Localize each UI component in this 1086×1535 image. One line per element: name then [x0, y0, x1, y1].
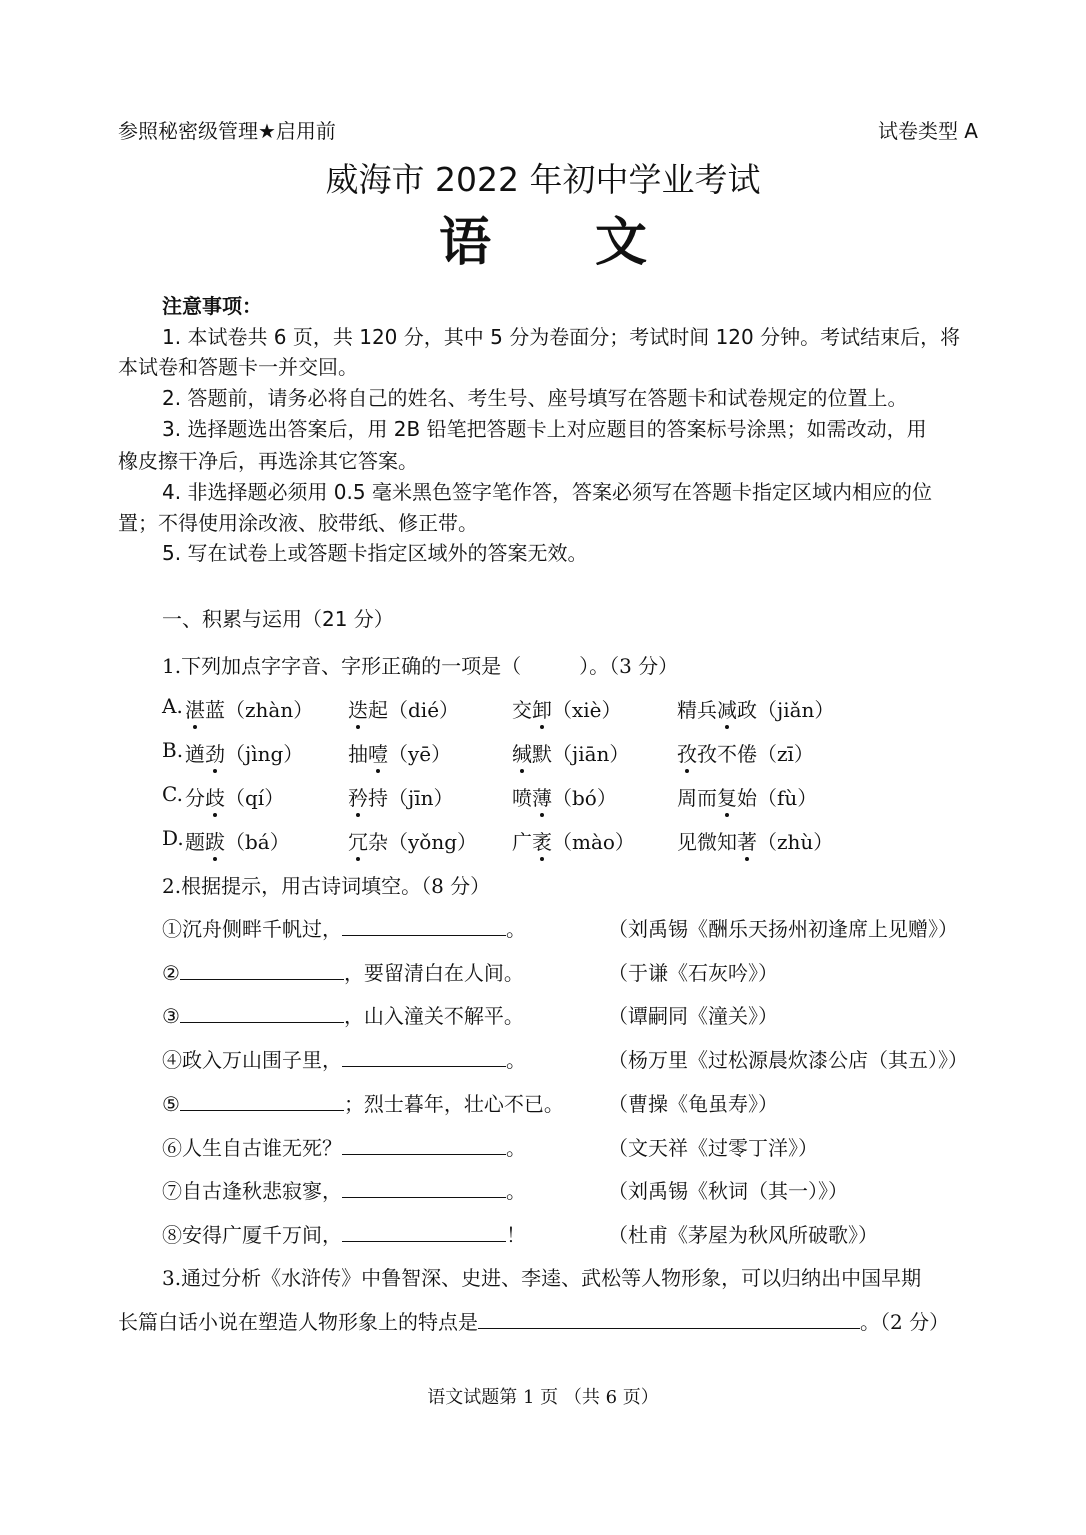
poem-source: （刘禹锡《酬乐天扬州初逢席上见赠》）: [608, 917, 958, 941]
paper-type-label: 试卷类型 A: [877, 119, 978, 143]
answer-blank: [342, 1178, 506, 1198]
poem-after: 。: [506, 1135, 526, 1160]
pinyin: （fù）: [757, 786, 818, 810]
poem-before: ②: [162, 960, 180, 985]
poem-source: （文天祥《过零丁洋》）: [608, 1135, 818, 1160]
poem-fill-line: [162, 913, 526, 942]
poem-before: ①沉舟侧畔千帆过，: [162, 917, 342, 941]
answer-blank: [478, 1309, 860, 1329]
option-word: [512, 694, 622, 723]
poem-source: （谭嗣同《潼关》）: [608, 1004, 778, 1029]
question-3-after: 。（2 分）: [860, 1310, 950, 1334]
word-prefix: 见微知: [677, 830, 737, 854]
poem-fill-line: [162, 1175, 526, 1204]
pinyin: （zī）: [757, 742, 814, 766]
poem-after: 。: [506, 917, 526, 941]
pinyin: （zhù）: [757, 830, 834, 854]
answer-blank: [180, 1003, 344, 1023]
word-suffix: 孜不倦: [697, 742, 757, 766]
pinyin: （xiè）: [552, 698, 622, 722]
poem-after: ，要留清白在人间。: [343, 960, 524, 985]
word-suffix: 杂: [368, 830, 388, 854]
answer-blank: [180, 1091, 344, 1111]
dotted-char: 歧: [205, 782, 225, 811]
word-prefix: 分: [185, 786, 205, 810]
pinyin: （jiān）: [552, 742, 630, 766]
option-word: [185, 694, 313, 723]
dotted-char: 卸: [532, 694, 552, 723]
poem-before: ⑤: [162, 1091, 180, 1116]
answer-blank: [342, 916, 506, 936]
option-word: [348, 738, 451, 767]
question-1-stem-after: ）。（3 分）: [579, 654, 679, 678]
poem-source: （杜甫《茅屋为秋风所破歌》）: [608, 1222, 878, 1247]
option-label: C.: [162, 782, 183, 806]
poem-source: （杨万里《过松源晨炊漆公店（其五）》）: [608, 1048, 968, 1073]
question-3-line1: 3.通过分析《水浒传》中鲁智深、史进、李逵、武松等人物形象，可以归纳出中国早期: [162, 1266, 922, 1290]
word-prefix: 题: [185, 830, 205, 854]
answer-blank: [180, 960, 344, 980]
option-word: [185, 738, 303, 767]
note-line: 1. 本试卷共 6 页，共 120 分，其中 5 分为卷面分；考试时间 120 分钟。考试结束后，将: [162, 325, 961, 349]
poem-after: ！: [506, 1222, 526, 1247]
dotted-char: 噎: [368, 738, 388, 767]
dotted-char: 缄: [512, 738, 532, 767]
option-label: B.: [162, 738, 184, 762]
pinyin: （jiǎn）: [757, 698, 835, 722]
subject-title: 语 文: [438, 212, 647, 273]
note-line: 置；不得使用涂改液、胶带纸、修正带。: [118, 511, 478, 535]
pinyin: （mào）: [552, 830, 635, 854]
exam-title: 威海市 2022 年初中学业考试: [325, 160, 761, 199]
option-word: [512, 826, 635, 855]
dotted-char: 湛: [185, 694, 205, 723]
option-word: [348, 826, 477, 855]
poem-after: ，山入潼关不解平。: [343, 1004, 524, 1029]
question-3-before: 长篇白话小说在塑造人物形象上的特点是: [118, 1310, 478, 1334]
pinyin: （yǒng）: [388, 830, 478, 854]
poem-before: ③: [162, 1004, 180, 1029]
word-prefix: 抽: [348, 742, 368, 766]
note-line: 3. 选择题选出答案后，用 2B 铅笔把答题卡上对应题目的答案标号涂黑；如需改动，用: [162, 417, 927, 441]
dotted-char: 孜: [677, 738, 697, 767]
word-suffix: 起: [368, 698, 388, 722]
word-suffix: 默: [532, 742, 552, 766]
note-line: 2. 答题前，请务必将自己的姓名、考生号、座号填写在答题卡和试卷规定的位置上。: [162, 386, 908, 410]
dotted-char: 袤: [532, 826, 552, 855]
dotted-char: 复: [717, 782, 737, 811]
question-2-stem: 2.根据提示，用古诗词填空。（8 分）: [162, 874, 491, 898]
dotted-char: 迭: [348, 694, 368, 723]
poem-fill-line: [162, 957, 524, 986]
dotted-char: 薄: [532, 782, 552, 811]
dotted-char: 著: [737, 826, 757, 855]
note-line: 4. 非选择题必须用 0.5 毫米黑色签字笔作答，答案必须写在答题卡指定区域内相应的位: [162, 480, 932, 504]
poem-fill-line: [162, 1088, 564, 1117]
option-label: D.: [162, 826, 184, 850]
poem-fill-line: [162, 1044, 526, 1073]
note-line: 本试卷和答题卡一并交回。: [118, 355, 358, 379]
pinyin: （dié）: [388, 698, 460, 722]
word-prefix: 交: [512, 698, 532, 722]
pinyin: （qí）: [225, 786, 285, 810]
pinyin: （bá）: [225, 830, 290, 854]
option-word: [348, 694, 459, 723]
confidentiality-label: 参照秘密级管理★启用前: [118, 119, 336, 143]
poem-source: （刘禹锡《秋词（其一）》）: [608, 1179, 848, 1204]
poem-source: （于谦《石灰吟》）: [608, 960, 778, 985]
pinyin: （jìng）: [225, 742, 304, 766]
word-prefix: 遒: [185, 742, 205, 766]
option-word: [677, 694, 834, 723]
question-1-stem-before: 1.下列加点字字音、字形正确的一项是（: [162, 654, 522, 678]
dotted-char: 跋: [205, 826, 225, 855]
pinyin: （bó）: [552, 786, 617, 810]
poem-before: ⑦自古逢秋悲寂寥，: [162, 1179, 342, 1204]
poem-source: （曹操《龟虽寿》）: [608, 1091, 778, 1116]
option-word: [677, 738, 814, 767]
poem-after: ；烈士暮年，壮心不已。: [343, 1091, 564, 1116]
poem-fill-line: [162, 1000, 524, 1029]
poem-before: ⑧安得广厦千万间，: [162, 1222, 342, 1247]
note-line: 橡皮擦干净后，再选涂其它答案。: [118, 449, 418, 473]
option-word: [185, 782, 284, 811]
option-word: [512, 782, 617, 811]
word-suffix: 持: [368, 786, 388, 810]
notes-heading: 注意事项：: [162, 294, 262, 318]
poem-after: 。: [506, 1048, 526, 1073]
option-word: [512, 738, 629, 767]
question-1-stem: [162, 650, 678, 679]
dotted-char: 减: [717, 694, 737, 723]
poem-after: 。: [506, 1179, 526, 1204]
option-word: [677, 782, 817, 811]
option-word: [677, 826, 833, 855]
word-prefix: 精兵: [677, 698, 717, 722]
dotted-char: 矜: [348, 782, 368, 811]
section-heading: 一、积累与运用（21 分）: [162, 607, 394, 631]
word-prefix: 周而: [677, 786, 717, 810]
answer-blank: [342, 1222, 506, 1242]
pinyin: （yē）: [388, 742, 452, 766]
option-label: A.: [162, 694, 183, 718]
poem-fill-line: [162, 1219, 526, 1248]
option-word: [348, 782, 453, 811]
option-word: [185, 826, 290, 855]
dotted-char: 劲: [205, 738, 225, 767]
poem-fill-line: [162, 1132, 526, 1161]
answer-blank: [342, 1135, 506, 1155]
word-suffix: 政: [737, 698, 757, 722]
answer-blank: [342, 1047, 506, 1067]
poem-before: ⑥人生自古谁无死？: [162, 1135, 342, 1160]
page-footer: 语文试题第 1 页 （共 6 页）: [427, 1387, 659, 1408]
note-line: 5. 写在试卷上或答题卡指定区域外的答案无效。: [162, 541, 588, 565]
pinyin: （jīn）: [388, 786, 454, 810]
word-suffix: 始: [737, 786, 757, 810]
word-suffix: 蓝: [205, 698, 225, 722]
word-prefix: 喷: [512, 786, 532, 810]
poem-before: ④政入万山围子里，: [162, 1048, 342, 1073]
question-3-line2: [118, 1306, 949, 1335]
word-prefix: 广: [512, 830, 532, 854]
dotted-char: 冗: [348, 826, 368, 855]
pinyin: （zhàn）: [225, 698, 314, 722]
